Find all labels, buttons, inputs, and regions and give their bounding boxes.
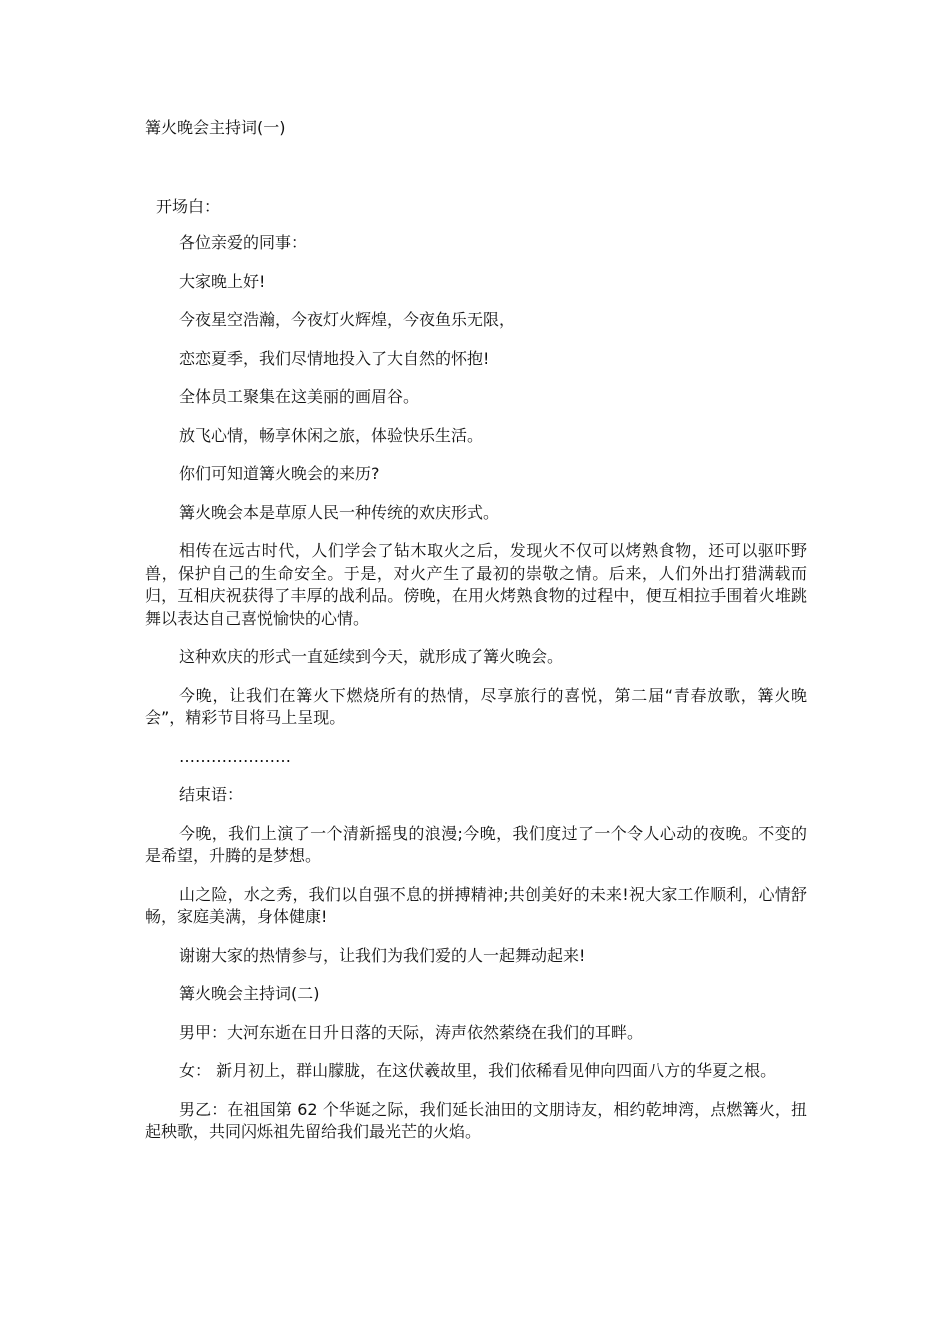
paragraph: 各位亲爱的同事： xyxy=(179,233,308,252)
closing-label: 结束语： xyxy=(179,785,244,804)
paragraph: 放飞心情，畅享休闲之旅，体验快乐生活。 xyxy=(179,425,484,445)
opening-label: 开场白： xyxy=(156,197,221,216)
paragraph: 今晚，我们上演了一个清新摇曳的浪漫;今晚，我们度过了一个令人心动的夜晚。不变的是希望，升腾的是梦想。 xyxy=(145,823,807,865)
paragraph: 你们可知道篝火晚会的来历? xyxy=(179,464,380,483)
paragraph: 恋恋夏季，我们尽情地投入了大自然的怀抱! xyxy=(179,348,490,368)
paragraph: 山之险，水之秀，我们以自强不息的拼搏精神;共创美好的未来!祝大家工作顺利，心情舒畅，家庭美满，身体健康! xyxy=(145,884,807,926)
paragraph: 今晚，让我们在篝火下燃烧所有的热情，尽享旅行的喜悦，第二届“青春放歌，篝火晚会”，精彩节目将马上呈现。 xyxy=(145,685,807,727)
paragraph: 篝火晚会本是草原人民一种传统的欢庆形式。 xyxy=(179,502,500,522)
paragraph: 全体员工聚集在这美丽的画眉谷。 xyxy=(179,387,420,406)
section-title-2: 篝火晚会主持词(二) xyxy=(179,984,320,1003)
paragraph: 男乙：在祖国第 62 个华诞之际，我们延长油田的文朋诗友，相约乾坤湾，点燃篝火，扭起秧歌，共同闪烁祖先留给我们最光芒的火焰。 xyxy=(145,1099,807,1141)
document-title: 篝火晚会主持词(一) xyxy=(145,118,286,137)
ellipsis-divider: ………………… xyxy=(179,746,291,766)
paragraph: 相传在远古时代，人们学会了钻木取火之后，发现火不仅可以烤熟食物，还可以驱吓野兽，保护自己的生命安全。于是，对火产生了最初的崇敬之情。后来，人们外出打猎满载而归，互相庆祝获得了丰厚的战利品。傍晚，在用火烤熟食物的过程中，便互相拉手围着火堆跳舞以表达自己喜悦愉快的心情。 xyxy=(145,541,807,628)
paragraph: 这种欢庆的形式一直延续到今天，就形成了篝火晚会。 xyxy=(179,647,564,666)
paragraph: 女： 新月初上，群山朦胧，在这伏羲故里，我们依稀看见伸向四面八方的华夏之根。 xyxy=(179,1061,777,1080)
paragraph: 今夜星空浩瀚，今夜灯火辉煌，今夜鱼乐无限， xyxy=(179,310,516,329)
paragraph: 男甲：大河东逝在日升日落的天际，涛声依然萦绕在我们的耳畔。 xyxy=(179,1022,644,1042)
paragraph: 大家晚上好! xyxy=(179,271,266,291)
paragraph: 谢谢大家的热情参与，让我们为我们爱的人一起舞动起来! xyxy=(179,945,586,965)
document-body xyxy=(145,232,807,1160)
